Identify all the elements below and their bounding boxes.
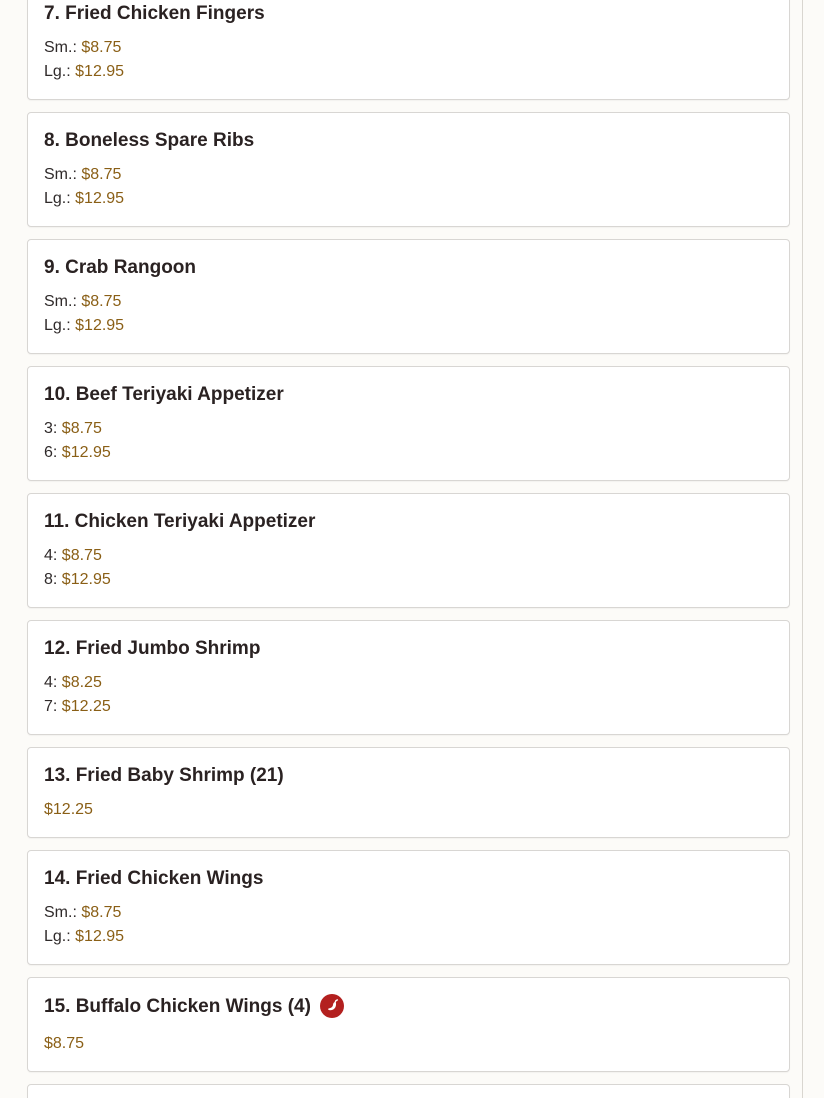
price-line <box>44 294 121 310</box>
price-line <box>44 421 102 437</box>
size-label: Lg.: <box>44 63 71 80</box>
item-name: 14. Fried Chicken Wings <box>44 868 264 889</box>
price: $12.95 <box>75 928 125 945</box>
item-name: 13. Fried Baby Shrimp (21) <box>44 765 284 786</box>
menu-item-card[interactable] <box>27 620 790 735</box>
item-name: 8. Boneless Spare Ribs <box>44 130 255 151</box>
price: $12.95 <box>61 571 111 588</box>
price: $8.25 <box>61 674 102 691</box>
size-label: Sm.: <box>44 904 77 921</box>
price-line <box>44 191 124 207</box>
price: $12.95 <box>75 63 125 80</box>
size-label: Sm.: <box>44 293 77 310</box>
size-label: 8: <box>44 571 58 588</box>
menu-item-card[interactable] <box>27 366 790 481</box>
size-label: 4: <box>44 547 58 564</box>
price: $8.75 <box>61 547 102 564</box>
price: $12.25 <box>44 801 93 818</box>
item-name: 11. Chicken Teriyaki Appetizer <box>44 511 316 532</box>
price-line <box>44 40 121 56</box>
size-label: Lg.: <box>44 317 71 334</box>
price-line <box>44 548 102 564</box>
size-label: 3: <box>44 420 58 437</box>
menu-item-card[interactable] <box>27 850 790 965</box>
size-label: 6: <box>44 444 58 461</box>
item-name: 15. Buffalo Chicken Wings (4) <box>44 995 311 1017</box>
menu-item-card[interactable] <box>27 112 790 227</box>
item-name: 12. Fried Jumbo Shrimp <box>44 638 261 659</box>
menu-item-card[interactable] <box>27 493 790 608</box>
price-line <box>44 905 121 921</box>
size-label: Sm.: <box>44 39 77 56</box>
price-line <box>44 318 124 334</box>
price: $8.75 <box>81 39 122 56</box>
menu-item-card[interactable] <box>27 239 790 354</box>
price-line <box>44 572 111 588</box>
menu-item-card[interactable] <box>27 977 790 1072</box>
size-label: Lg.: <box>44 928 71 945</box>
price: $12.95 <box>75 317 125 334</box>
price: $8.75 <box>81 293 122 310</box>
right-divider <box>802 0 803 1098</box>
price: $12.95 <box>75 190 125 207</box>
price: $12.95 <box>61 444 111 461</box>
item-name: 10. Beef Teriyaki Appetizer <box>44 384 284 405</box>
menu-item-card[interactable] <box>27 747 790 838</box>
price-line <box>44 1036 84 1052</box>
price: $8.75 <box>81 904 122 921</box>
price-line <box>44 675 102 691</box>
price: $8.75 <box>61 420 102 437</box>
price-line <box>44 802 93 818</box>
spicy-pepper-icon <box>320 994 344 1018</box>
price: $8.75 <box>44 1035 85 1052</box>
price: $8.75 <box>81 166 122 183</box>
size-label: 4: <box>44 674 58 691</box>
size-label: 7: <box>44 698 58 715</box>
price-line <box>44 699 111 715</box>
price: $12.25 <box>61 698 111 715</box>
menu-item-card[interactable] <box>27 0 790 100</box>
price-line <box>44 445 111 461</box>
size-label: Sm.: <box>44 166 77 183</box>
price-line <box>44 64 124 80</box>
size-label: Lg.: <box>44 190 71 207</box>
price-line <box>44 929 124 945</box>
item-name: 9. Crab Rangoon <box>44 257 197 278</box>
menu-item-card[interactable] <box>27 1084 790 1098</box>
price-line <box>44 167 121 183</box>
item-name: 7. Fried Chicken Fingers <box>44 3 265 24</box>
item-name-row <box>44 994 344 1018</box>
